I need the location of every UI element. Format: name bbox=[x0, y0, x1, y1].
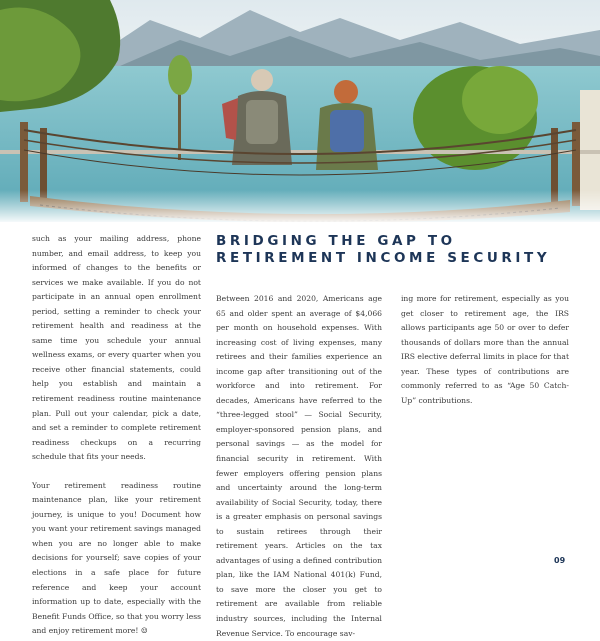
right-column bbox=[401, 292, 569, 408]
headline-line-1: BRIDGING THE GAP TO bbox=[216, 233, 456, 249]
left-paragraph-1: such as your mailing address, phone number, and email address, to keep you informed of changes to the benefits or services we make available. If you do not participate in an annual open enrollment period, setting a reminder to check your retirement health and readiness at the same time you schedule your annual wellness exams, or every quarter when you receive other financial statements, could help you establish and maintain a retirement readiness routine maintenance plan. Pull out your calendar, pick a date, and set a reminder to complete retirement readiness checkups on a recurring schedule that fits your needs. bbox=[32, 234, 201, 462]
left-paragraph-2: Your retirement readiness routine maintenance plan, like your retirement journey, is unique to you! Document how you want your retirement savings managed when you are no longer able to make decisions for yourself; save copies of your elections in a safe place for future reference and keep your account information up to date, especially with the Benefit Funds Office, so that you worry less and enjoy retirement more! ☺ bbox=[32, 480, 201, 636]
page-number: 09 bbox=[554, 556, 566, 565]
middle-paragraph: Between 2016 and 2020, Americans age 65 and older spent an average of $4,066 per month on household expenses. With increasing cost of living expenses, many retirees and their families experience an income gap after transitioning out of the workforce and into retirement. For decades, Americans have referred to the “three-legged stool” — Social Security, employer-sponsored pension plans, and personal savings — as the model for financial security in retirement. With fewer employers offering pension plans and uncertainty around the long-term availability of Social Security, today, there is a greater emphasis on personal savings to sustain retirees through their retirement years. Articles on the tax advantages of using a defined contribution plan, like the IAM National 401(k) Fund, to save more the closer you get to retirement are available from reliable industry sources, including the Internal Revenue Service. To encourage sav- bbox=[216, 294, 382, 638]
left-column bbox=[32, 232, 201, 639]
bridge-lake-photo bbox=[0, 0, 600, 222]
hero-image bbox=[0, 0, 600, 222]
right-paragraph: ing more for retirement, especially as you get closer to retirement age, the IRS allows participants age 50 or over to defer thousands of dollars more than the annual IRS elective deferral limits in place for that year. These types of contributions are commonly referred to as “Age 50 Catch-Up” contributions. bbox=[401, 294, 569, 405]
middle-column bbox=[216, 292, 382, 641]
headline-line-2: RETIREMENT INCOME SECURITY bbox=[216, 250, 551, 266]
article-headline bbox=[216, 233, 576, 267]
